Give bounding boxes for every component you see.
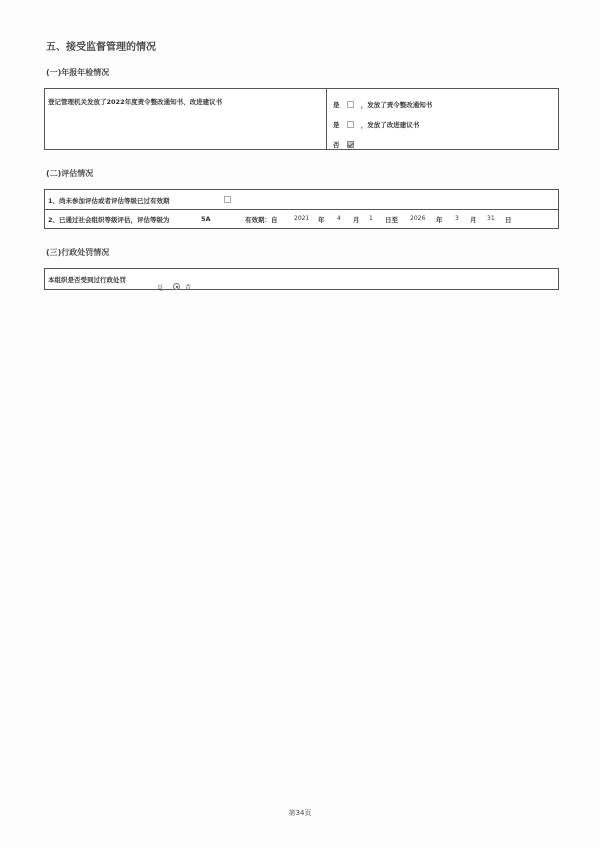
no-label: 否 bbox=[185, 284, 192, 291]
table-divider bbox=[326, 89, 327, 149]
month-label: 月 bbox=[353, 216, 360, 224]
option-desc: ，发放了改进建议书 bbox=[360, 121, 420, 129]
penalty-heading: (三)行政处罚情况 bbox=[46, 248, 110, 257]
not-evaluated-checkbox[interactable] bbox=[224, 196, 231, 203]
annual-table bbox=[44, 88, 559, 150]
start-year: 2021 bbox=[294, 215, 310, 222]
end-year: 2026 bbox=[410, 215, 426, 222]
year-label-2: 年 bbox=[436, 216, 443, 224]
option-desc: ，发放了责令整改通知书 bbox=[360, 101, 433, 109]
option-label: 是 bbox=[333, 121, 340, 129]
end-day: 31 bbox=[487, 215, 495, 222]
penalty-yes-option bbox=[157, 275, 163, 294]
evaluated-text: 2、已通过社会组织等级评估，评估等级为 bbox=[48, 216, 170, 224]
page-number: 第34页 bbox=[288, 809, 312, 817]
option-improve-advice bbox=[333, 112, 419, 131]
evaluation-heading: (二)评估情况 bbox=[46, 169, 94, 178]
annual-question: 登记管理机关发放了2022年度责令整改通知书、改进建议书 bbox=[48, 98, 223, 106]
no-radio[interactable] bbox=[173, 283, 180, 290]
option-rectify-notice bbox=[333, 92, 432, 111]
penalty-table bbox=[44, 268, 559, 290]
month-label-2: 月 bbox=[470, 216, 477, 224]
evaluation-table bbox=[44, 189, 559, 229]
improve-advice-checkbox[interactable] bbox=[347, 121, 354, 128]
valid-label: 有效期：自 bbox=[245, 216, 278, 224]
yes-label: 是 bbox=[157, 285, 164, 292]
option-label: 否 bbox=[333, 141, 340, 149]
penalty-no-option bbox=[173, 274, 191, 293]
start-month: 4 bbox=[337, 215, 341, 222]
section-title: 五、接受监督管理的情况 bbox=[46, 42, 156, 53]
option-no bbox=[333, 132, 356, 151]
day-to-label: 日至 bbox=[385, 216, 398, 224]
annual-heading: (一)年报年检情况 bbox=[46, 68, 110, 77]
day-label: 日 bbox=[505, 216, 512, 224]
not-evaluated-text: 1、尚未参加评估或者评估等级已过有效期 bbox=[48, 197, 170, 205]
grade-value: 5A bbox=[201, 215, 211, 223]
end-month: 3 bbox=[455, 215, 459, 222]
no-checkbox[interactable] bbox=[347, 141, 354, 148]
rectify-notice-checkbox[interactable] bbox=[347, 101, 354, 108]
penalty-question: 本组织是否受到过行政处罚 bbox=[48, 276, 126, 284]
option-label: 是 bbox=[333, 101, 340, 109]
year-label: 年 bbox=[318, 216, 325, 224]
row-divider bbox=[45, 209, 558, 210]
start-day: 1 bbox=[369, 215, 373, 222]
